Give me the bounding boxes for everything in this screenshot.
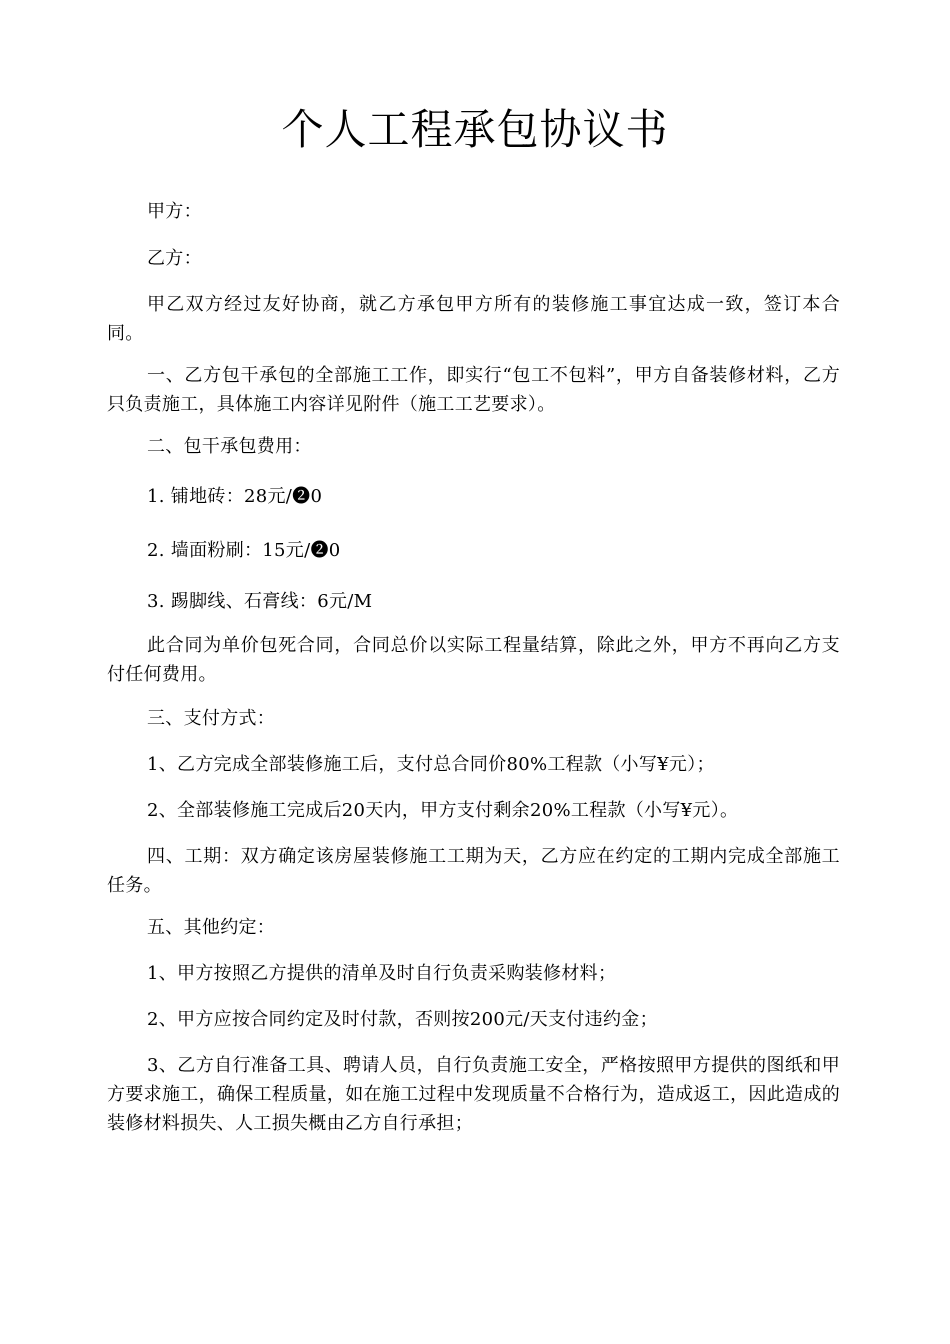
clause-5-heading: 五、其他约定： (147, 917, 276, 938)
fee-item-2: 2. 墙面粉刷：15元/❷0 (147, 540, 341, 561)
party-b-line: 乙方： (147, 248, 202, 269)
payment-item-1: 1、乙方完成全部装修施工后，支付总合同价80%工程款（小写¥元）； (147, 754, 715, 775)
clause-1-paragraph: 一、乙方包干承包的全部施工工作，即实行“包工不包料”，甲方自备装修材料，乙方只负责施工，具体施工内容详见附件（施工工艺要求）。 (107, 365, 840, 415)
clause-3-heading: 三、支付方式： (147, 708, 276, 729)
fee-item-1: 1. 铺地砖：28元/❷0 (147, 486, 323, 507)
intro-paragraph: 甲乙双方经过友好协商，就乙方承包甲方所有的装修施工事宜达成一致，签订本合同。 (107, 294, 840, 344)
party-a-line: 甲方： (147, 201, 202, 222)
clause-2-heading: 二、包干承包费用： (147, 436, 312, 457)
other-item-1: 1、甲方按照乙方提供的清单及时自行负责采购装修材料； (147, 963, 617, 984)
other-item-3: 3、乙方自行准备工具、聘请人员，自行负责施工安全，严格按照甲方提供的图纸和甲方要求施工，确保工程质量，如在施工过程中发现质量不合格行为，造成返工，因此造成的装修材料损失、人工损失概由乙方自行承担； (107, 1055, 840, 1134)
clause-4-paragraph: 四、工期：双方确定该房屋装修施工工期为天，乙方应在约定的工期内完成全部施工任务。 (107, 846, 840, 896)
payment-item-2: 2、全部装修施工完成后20天内，甲方支付剩余20%工程款（小写¥元）。 (147, 800, 739, 821)
lump-sum-paragraph: 此合同为单价包死合同，合同总价以实际工程量结算，除此之外，甲方不再向乙方支付任何费用。 (107, 635, 840, 685)
document-title: 个人工程承包协议书 (281, 105, 669, 154)
other-item-2: 2、甲方应按合同约定及时付款，否则按200元/天支付违约金； (147, 1009, 658, 1030)
fee-item-3: 3. 踢脚线、石膏线：6元/M (147, 591, 373, 612)
